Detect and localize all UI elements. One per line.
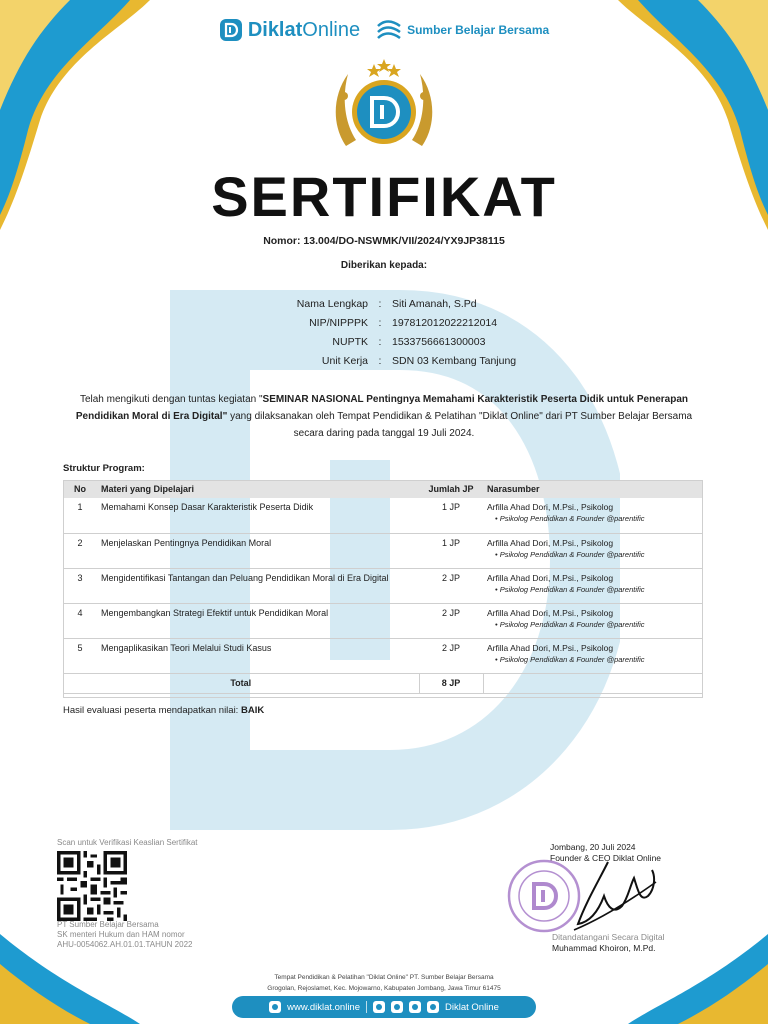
narrative-event: SEMINAR NASIONAL Pentingnya Memahami Karakteristik Peserta Didik untuk Penerapan Pendidikan Moral di Era Digital" bbox=[75, 394, 689, 422]
total-value: 8 JP bbox=[419, 673, 483, 693]
brand-diklat-bold: Diklat bbox=[247, 18, 303, 41]
footer-contact-bar bbox=[232, 996, 536, 1018]
footer-divider bbox=[366, 1001, 367, 1013]
row-no: 5 bbox=[63, 638, 97, 673]
row-narasumber bbox=[483, 638, 703, 673]
identity-value: Siti Amanah, S.Pd bbox=[392, 297, 477, 310]
row-jp: 2 JP bbox=[419, 603, 483, 638]
row-no: 2 bbox=[63, 533, 97, 568]
speaker-name: Arfilla Ahad Dori, M.Psi., Psikolog bbox=[487, 607, 614, 618]
program-structure-label: Struktur Program: bbox=[63, 463, 145, 474]
qr-code-icon[interactable] bbox=[57, 851, 127, 921]
speaker-role-text: Psikolog Pendidikan & Founder @parentific bbox=[499, 619, 645, 629]
sign-digital-note: Ditandatangani Secara Digital bbox=[552, 932, 665, 942]
company-sk: SK menteri Hukum dan HAM nomor bbox=[57, 930, 185, 939]
sign-place-date: Jombang, 20 Juli 2024 bbox=[550, 842, 636, 852]
speaker-name: Arfilla Ahad Dori, M.Psi., Psikolog bbox=[487, 502, 614, 512]
footer-website-link[interactable]: www.diklat.online bbox=[287, 1001, 360, 1013]
certificate-number: Nomor: 13.004/DO-NSWMK/VII/2024/YX9JP38115 bbox=[263, 235, 505, 247]
table-row bbox=[63, 498, 703, 533]
footer-social-handle[interactable]: Diklat Online bbox=[445, 1001, 499, 1013]
total-empty bbox=[483, 673, 703, 693]
sign-name: Muhammad Khoiron, M.Pd. bbox=[552, 943, 656, 953]
speaker-role: • Psikolog Pendidikan & Founder @parentific bbox=[495, 619, 645, 629]
identity-label: Unit Kerja bbox=[321, 354, 368, 367]
header-narasumber: Narasumber bbox=[483, 480, 703, 498]
sumber-belajar-logo bbox=[376, 18, 549, 42]
row-narasumber bbox=[483, 603, 703, 638]
table-header-row bbox=[63, 480, 703, 498]
header-brands bbox=[0, 18, 768, 42]
signature-footer bbox=[552, 932, 664, 954]
row-materi: Mengembangkan Strategi Efektif untuk Pendidikan Moral bbox=[97, 603, 419, 638]
total-label: Total bbox=[63, 673, 419, 693]
row-jp: 2 JP bbox=[419, 638, 483, 673]
brand-diklat-light: Online bbox=[302, 18, 361, 41]
speaker-role: • Psikolog Pendidikan & Founder @parentific bbox=[495, 654, 645, 664]
identity-row-nuptk bbox=[240, 332, 620, 351]
globe-icon bbox=[269, 1001, 281, 1013]
row-jp: 1 JP bbox=[419, 498, 483, 533]
handwritten-signature-icon bbox=[568, 852, 662, 936]
row-jp: 2 JP bbox=[419, 568, 483, 603]
narrative-paragraph bbox=[60, 391, 708, 442]
identity-separator: : bbox=[378, 316, 382, 329]
company-ahu: AHU-0054062.AH.01.01.TAHUN 2022 bbox=[57, 940, 193, 949]
speaker-name: Arfilla Ahad Dori, M.Psi., Psikolog bbox=[487, 572, 614, 583]
company-info bbox=[57, 920, 192, 950]
instagram-icon[interactable] bbox=[391, 1001, 403, 1013]
narrative-intro: Telah mengikuti dengan tuntas kegiatan " bbox=[79, 394, 263, 405]
diklat-online-logo bbox=[219, 18, 360, 42]
youtube-icon[interactable] bbox=[373, 1001, 385, 1013]
row-materi: Menjelaskan Pentingnya Pendidikan Moral bbox=[97, 533, 419, 568]
table-row bbox=[63, 603, 703, 638]
narrative-rest: yang dilaksanakan oleh Tempat Pendidikan & Pelatihan "Diklat Online" dari PT Sumber Belajar Bersama secara daring pada tanggal 19 Juli 2024. bbox=[227, 411, 693, 439]
identity-row-name bbox=[240, 294, 620, 313]
address-line1: Tempat Pendidikan & Pelatihan "Diklat Online" PT. Sumber Belajar Bersama bbox=[274, 974, 494, 981]
address-block bbox=[0, 972, 768, 994]
speaker-name: Arfilla Ahad Dori, M.Psi., Psikolog bbox=[487, 537, 614, 548]
table-total-row bbox=[63, 673, 703, 693]
table-row bbox=[63, 638, 703, 673]
identity-label: Nama Lengkap bbox=[296, 297, 368, 310]
header-jp: Jumlah JP bbox=[419, 480, 483, 498]
identity-row-unit bbox=[240, 351, 620, 370]
identity-value: SDN 03 Kembang Tanjung bbox=[392, 354, 517, 367]
identity-value: 197812012022212014 bbox=[392, 316, 498, 329]
row-jp: 1 JP bbox=[419, 533, 483, 568]
evaluation-result bbox=[63, 705, 264, 716]
table-row bbox=[63, 568, 703, 603]
identity-separator: : bbox=[378, 335, 382, 348]
row-no: 3 bbox=[63, 568, 97, 603]
brand-sbb-text: Sumber Belajar Bersama bbox=[407, 23, 550, 37]
row-no: 1 bbox=[63, 498, 97, 533]
row-materi: Mengaplikasikan Teori Melalui Studi Kasus bbox=[97, 638, 419, 673]
speaker-role-text: Psikolog Pendidikan & Founder @parentific bbox=[499, 654, 645, 664]
result-prefix: Hasil evaluasi peserta mendapatkan nilai: bbox=[63, 705, 241, 716]
speaker-role: • Psikolog Pendidikan & Founder @parentific bbox=[495, 514, 645, 523]
sign-position: Founder & CEO Diklat Online bbox=[550, 853, 662, 863]
row-no: 4 bbox=[63, 603, 97, 638]
table-row bbox=[63, 533, 703, 568]
linkedin-icon[interactable] bbox=[409, 1001, 421, 1013]
speaker-role-text: Psikolog Pendidikan & Founder @parentific bbox=[499, 514, 645, 523]
identity-value: 1533756661300003 bbox=[392, 335, 486, 348]
speaker-role: • Psikolog Pendidikan & Founder @parentific bbox=[495, 549, 645, 559]
identity-row-nip bbox=[240, 313, 620, 332]
identity-separator: : bbox=[378, 297, 382, 310]
identity-block bbox=[240, 294, 620, 370]
row-materi: Memahami Konsep Dasar Karakteristik Peserta Didik bbox=[97, 498, 419, 533]
row-narasumber bbox=[483, 498, 703, 533]
wave-logo-icon bbox=[376, 18, 402, 42]
speaker-role: • Psikolog Pendidikan & Founder @parentific bbox=[495, 584, 645, 594]
header-no: No bbox=[63, 480, 97, 498]
speaker-role-text: Psikolog Pendidikan & Founder @parentific bbox=[499, 549, 645, 559]
speaker-role-text: Psikolog Pendidikan & Founder @parentific bbox=[499, 584, 645, 594]
row-materi: Mengidentifikasi Tantangan dan Peluang Pendidikan Moral di Era Digital bbox=[97, 568, 419, 603]
speaker-name: Arfilla Ahad Dori, M.Psi., Psikolog bbox=[487, 642, 614, 653]
identity-label: NUPTK bbox=[332, 335, 368, 348]
identity-separator: : bbox=[378, 354, 382, 367]
diklat-logo-icon bbox=[219, 18, 243, 42]
certificate-title: SERTIFIKAT bbox=[211, 165, 557, 228]
company-name: PT Sumber Belajar Bersama bbox=[57, 920, 159, 929]
header-materi: Materi yang Dipelajari bbox=[97, 480, 419, 498]
identity-label: NIP/NIPPPK bbox=[309, 316, 368, 329]
result-grade: BAIK bbox=[240, 705, 265, 716]
facebook-icon[interactable] bbox=[427, 1001, 439, 1013]
row-narasumber bbox=[483, 568, 703, 603]
verify-label: Scan untuk Verifikasi Keaslian Sertifikat bbox=[57, 838, 198, 847]
gold-seal-icon bbox=[326, 56, 442, 158]
row-narasumber bbox=[483, 533, 703, 568]
given-to-label: Diberikan kepada: bbox=[340, 260, 428, 271]
address-line2: Grogolan, Rejoslamet, Kec. Mojowarno, Kabupaten Jombang, Jawa Timur 61475 bbox=[267, 985, 501, 992]
program-table bbox=[63, 480, 703, 694]
